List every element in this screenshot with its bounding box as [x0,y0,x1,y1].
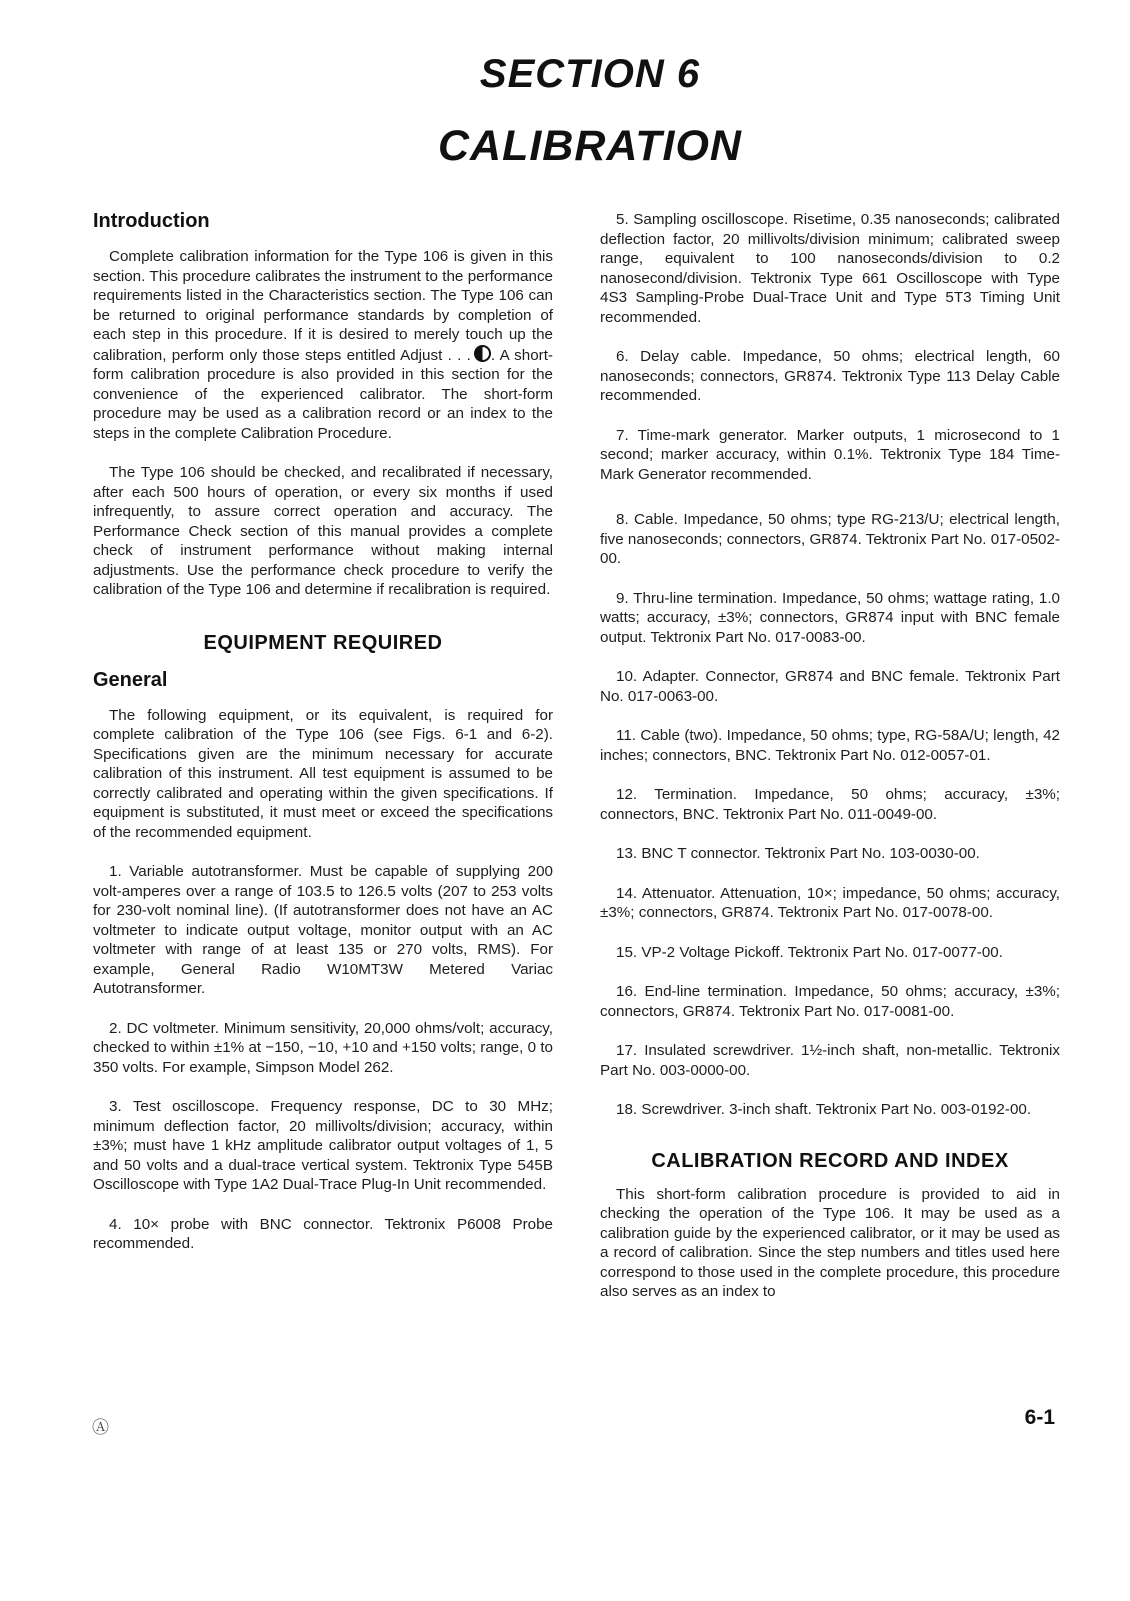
equipment-item-17: 17. Insulated screwdriver. 1½-inch shaft, non-metallic. Tektronix Part No. 003-0000-00. [600,1042,1060,1079]
equipment-item-1: 1. Variable autotransformer. Must be capable of supplying 200 volt-amperes over a range of 103.5 to 126.5 volts (207 to 253 volts for 230-volt nominal line). (If autotransformer does not have an AC voltmeter to indicate output voltage, monitor output with an AC voltmeter with range of at least 135 or 270 volts, RMS). For example, General Radio W10MT3W Metered Variac Autotransformer. [93,863,553,997]
equipment-item-14: 14. Attenuator. Attenuation, 10×; impedance, 50 ohms; accuracy, ±3%; connectors, GR874. Tektronix Part No. 017-0078-00. [600,884,1060,921]
calibration-record-paragraph: This short-form calibration procedure is provided to aid in checking the operation of the Type 106. It may be used as a calibration guide by the experienced calibrator, or it may be used as a record of calibration. Since the step numbers and titles used here correspond to those used in the complete procedure, this procedure also serves as an index to [600,1185,1060,1300]
intro-paragraph-1 [93,247,553,443]
equipment-item-18: 18. Screwdriver. 3-inch shaft. Tektronix Part No. 003-0192-00. [616,1101,1032,1118]
equipment-item-10: 10. Adapter. Connector, GR874 and BNC female. Tektronix Part No. 017-0063-00. [600,668,1060,705]
equipment-item-4: 4. 10× probe with BNC connector. Tektronix P6008 Probe recommended. [93,1215,553,1252]
equipment-item-5: 5. Sampling oscilloscope. Risetime, 0.35 nanoseconds; calibrated deflection factor, 20 millivolts/division minimum; calibrated sweep range, equivalent to 100 nanoseconds/division to 0.2 nanosecond/division. Tektronix Type 661 Oscilloscope with Type 4S3 Sampling-Probe Dual-Trace Unit and Type 5T3 Timing Unit recommended. [600,211,1060,326]
equipment-item-13: 13. BNC T connector. Tektronix Part No. 103-0030-00. [616,845,980,862]
publisher-logo: Ⓐ [92,1418,109,1437]
calibration-record-heading: CALIBRATION RECORD AND INDEX [651,1149,1009,1172]
general-paragraph: The following equipment, or its equivalent, is required for complete calibration of the Type 106 (see Figs. 6-1 and 6-2). Specifications given are the minimum necessary for accurate calibration of this instrument. All test equipment is assumed to be correctly calibrated and operating within the given specifications. If equipment is substituted, it must meet or exceed the specifications of the recommended equipment. [93,706,553,841]
intro-paragraph-1-a: Complete calibration information for the Type 106 is given in this section. This procedure calibrates the instrument to the performance requirements listed in the Characteristics section. The Type 106 can be returned to original performance standards by completion of each step in this procedure. If it is desired to merely touch up the calibration, perform only those steps entitled Adjust . . . [93,248,553,364]
equipment-item-9: 9. Thru-line termination. Impedance, 50 ohms; wattage rating, 1.0 watts; accuracy, ±3%; connectors, GR874 input with BNC female output. Tektronix Part No. 017-0083-00. [600,589,1060,646]
equipment-item-16: 16. End-line termination. Impedance, 50 ohms; accuracy, ±3%; connectors, GR874. Tektronix Part No. 017-0081-00. [600,983,1060,1020]
introduction-heading: Introduction [93,210,210,232]
page-title: CALIBRATION [437,122,742,170]
equipment-item-15: 15. VP-2 Voltage Pickoff. Tektronix Part No. 017-0077-00. [616,943,1003,961]
equipment-item-7: 7. Time-mark generator. Marker outputs, 1 microsecond to 1 second; marker accuracy, within 0.1%. Tektronix Type 184 Time-Mark Generator recommended. [600,426,1060,483]
adjust-symbol-icon [474,345,491,362]
intro-paragraph-2: The Type 106 should be checked, and recalibrated if necessary, after each 500 hours of operation, or every six months if used infrequently, to assure correct operation and accuracy. The Performance Check section of this manual provides a complete check of instrument performance without making internal adjustments. Use the performance check procedure to verify the calibration of the Type 106 and determine if recalibration is required. [93,464,553,598]
equipment-item-11: 11. Cable (two). Impedance, 50 ohms; type, RG-58A/U; length, 42 inches; connectors, BNC. Tektronix Part No. 012-0057-01. [600,727,1060,764]
equipment-item-2: 2. DC voltmeter. Minimum sensitivity, 20,000 ohms/volt; accuracy, checked to within ±1% at −150, −10, +10 and +150 volts; range, 0 to 350 volts. For example, Simpson Model 262. [93,1019,553,1076]
equipment-item-3: 3. Test oscilloscope. Frequency response, DC to 30 MHz; minimum deflection factor, 20 millivolts/division; accuracy, within ±3%; must have 1 kHz amplitude calibrator output voltages of 1, 5 and 50 volts and a dual-trace vertical system. Tektronix Type 545B Oscilloscope with Type 1A2 Dual-Trace Plug-In Unit recommended. [93,1098,553,1193]
right-column [600,210,1060,1302]
equipment-required-heading: EQUIPMENT REQUIRED [203,631,443,654]
equipment-item-6: 6. Delay cable. Impedance, 50 ohms; electrical length, 60 nanoseconds; connectors, GR874. Tektronix Type 113 Delay Cable recommended. [600,348,1060,404]
equipment-item-12: 12. Termination. Impedance, 50 ohms; accuracy, ±3%; connectors, BNC. Tektronix Part No. 011-0049-00. [600,786,1060,823]
page-number: 6-1 [1024,1406,1055,1429]
left-column [93,210,553,1254]
general-heading: General [93,668,168,691]
equipment-item-8: 8. Cable. Impedance, 50 ohms; type RG-213/U; electrical length, five nanoseconds; connectors, GR874. Tektronix Part No. 017-0502-00. [600,511,1060,567]
section-number: SECTION 6 [479,52,701,96]
intro-paragraph-1-b: . A short-form calibration procedure is also provided in this section for the convenience of the experienced calibrator. The short-form procedure may be used as a calibration record or an index to the steps in the complete Calibration Procedure. [93,346,553,442]
